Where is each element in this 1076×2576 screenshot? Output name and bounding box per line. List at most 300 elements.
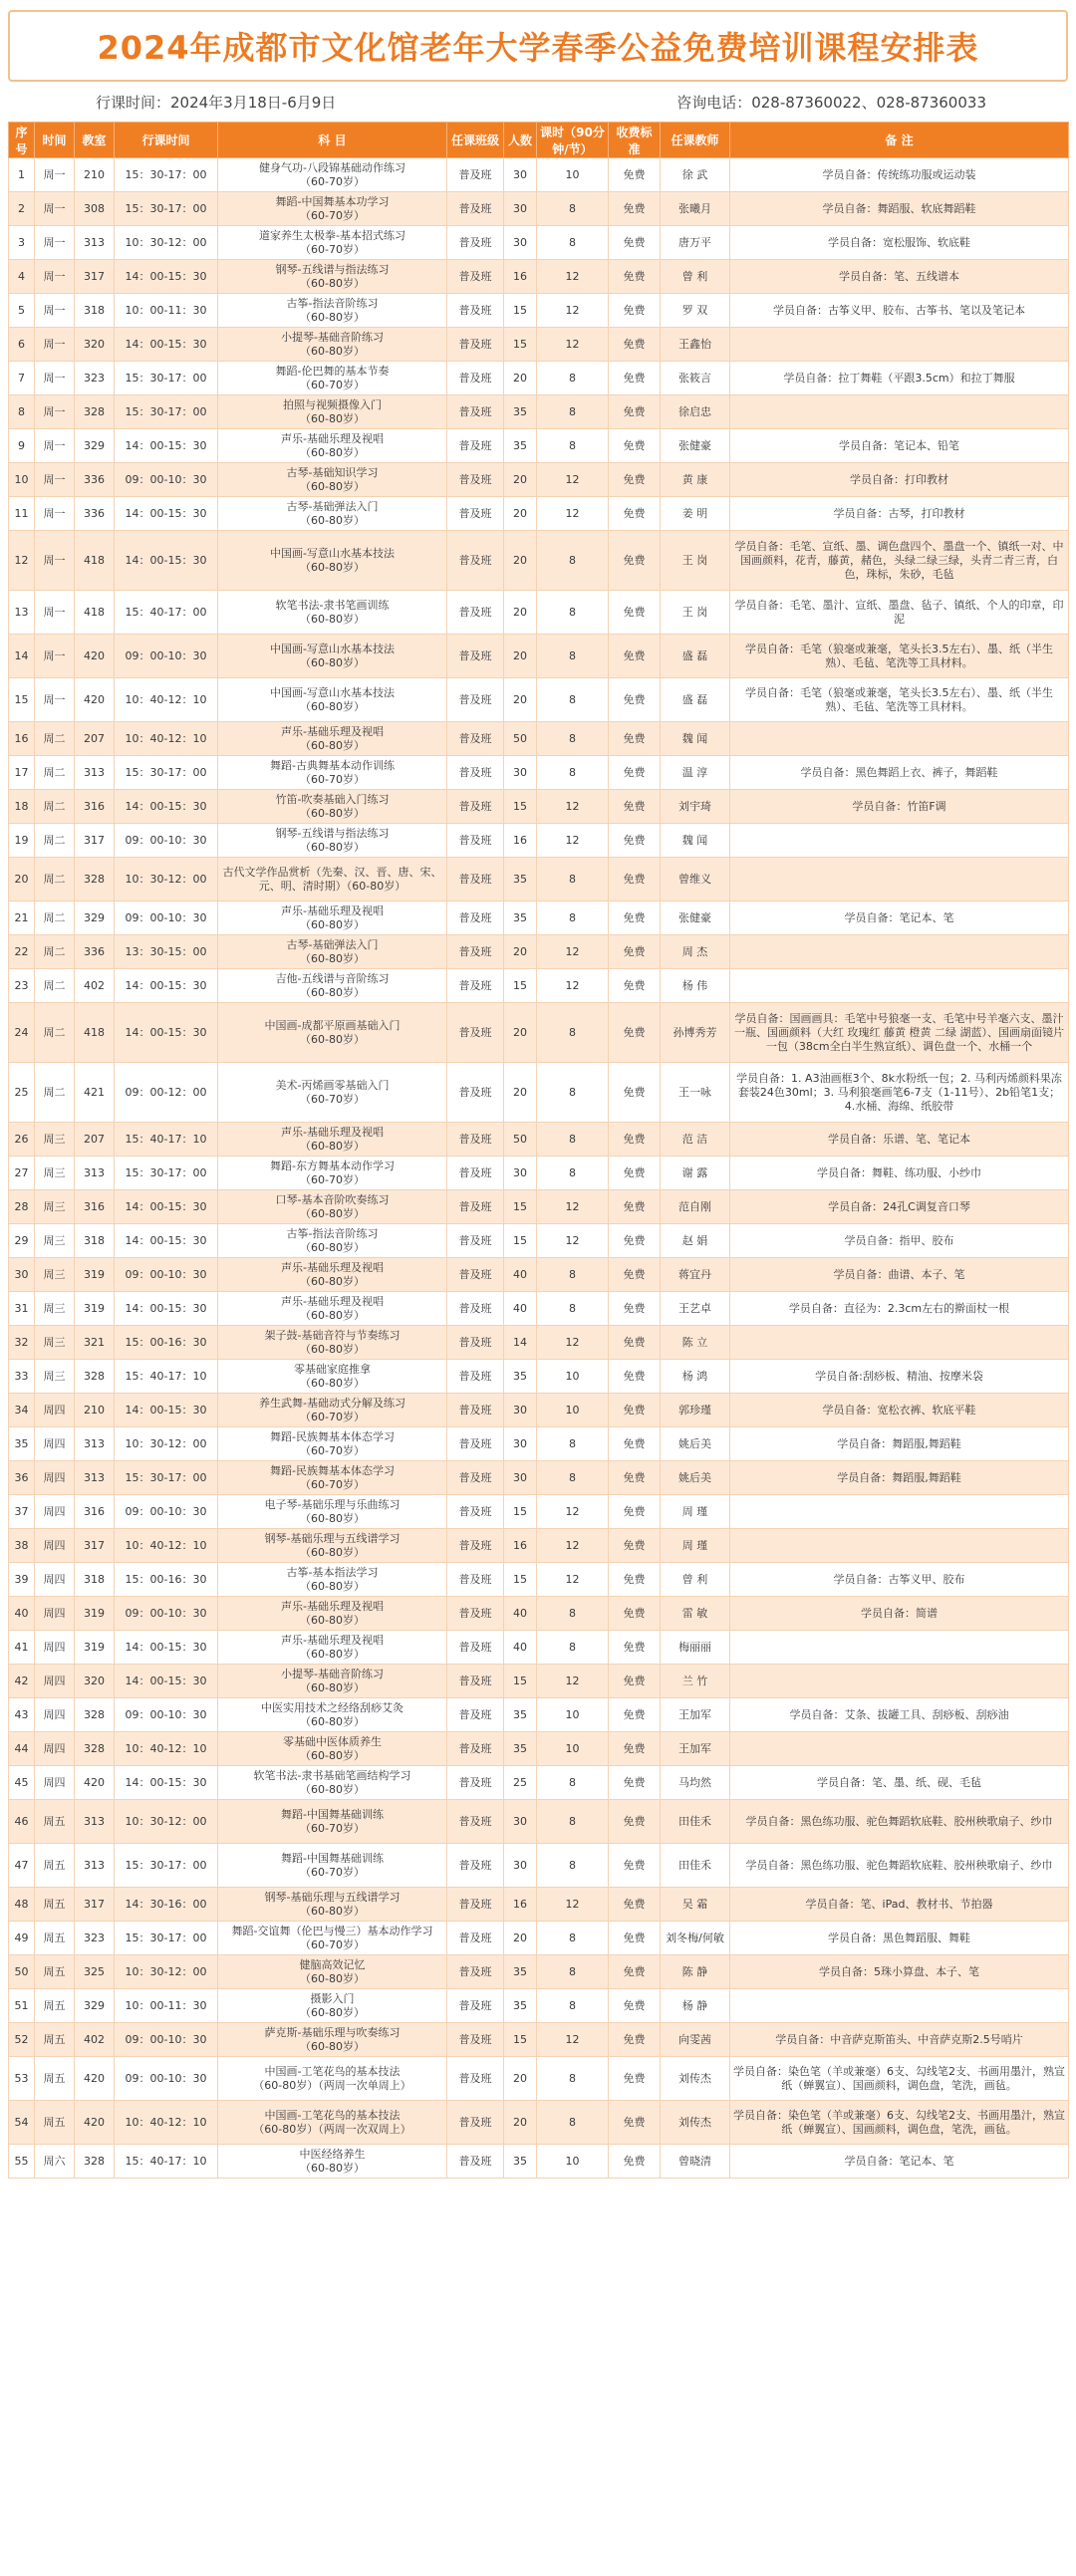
column-header: 科 目 bbox=[218, 123, 447, 158]
cell-index: 48 bbox=[9, 1888, 35, 1922]
cell-size: 20 bbox=[504, 2101, 537, 2145]
cell-index: 37 bbox=[9, 1495, 35, 1529]
cell-course: 萨克斯-基础乐理与吹奏练习 （60-80岁） bbox=[218, 2023, 447, 2057]
cell-fee: 免费 bbox=[609, 1461, 661, 1495]
cell-note: 学员自备：黑色练功服、驼色舞蹈软底鞋、胶州秧歌扇子、纱巾 bbox=[730, 1800, 1069, 1844]
cell-hours: 8 bbox=[537, 362, 609, 395]
cell-room: 402 bbox=[75, 969, 115, 1003]
cell-class: 普及班 bbox=[447, 1844, 504, 1888]
cell-hours: 8 bbox=[537, 1597, 609, 1631]
cell-class: 普及班 bbox=[447, 678, 504, 722]
cell-day: 周二 bbox=[35, 790, 75, 824]
cell-class: 普及班 bbox=[447, 226, 504, 260]
table-row bbox=[9, 2101, 1069, 2145]
cell-room: 420 bbox=[75, 1766, 115, 1800]
table-row bbox=[9, 328, 1069, 362]
cell-course: 舞蹈-中国舞基础训练 （60-70岁） bbox=[218, 1800, 447, 1844]
cell-note bbox=[730, 1529, 1069, 1563]
cell-hours: 8 bbox=[537, 722, 609, 756]
cell-size: 50 bbox=[504, 1123, 537, 1157]
cell-fee: 免费 bbox=[609, 362, 661, 395]
cell-room: 418 bbox=[75, 1003, 115, 1063]
cell-class: 普及班 bbox=[447, 1123, 504, 1157]
cell-hours: 8 bbox=[537, 1123, 609, 1157]
cell-fee: 免费 bbox=[609, 1326, 661, 1360]
cell-hours: 8 bbox=[537, 1922, 609, 1955]
cell-fee: 免费 bbox=[609, 824, 661, 858]
cell-hours: 8 bbox=[537, 591, 609, 635]
cell-index: 41 bbox=[9, 1631, 35, 1665]
cell-time: 10：40-12：10 bbox=[115, 1732, 218, 1766]
cell-index: 4 bbox=[9, 260, 35, 294]
cell-class: 普及班 bbox=[447, 192, 504, 226]
cell-day: 周四 bbox=[35, 1394, 75, 1427]
cell-fee: 免费 bbox=[609, 1844, 661, 1888]
cell-index: 52 bbox=[9, 2023, 35, 2057]
cell-class: 普及班 bbox=[447, 1063, 504, 1123]
cell-size: 35 bbox=[504, 1955, 537, 1989]
cell-day: 周一 bbox=[35, 328, 75, 362]
cell-day: 周一 bbox=[35, 294, 75, 328]
cell-room: 308 bbox=[75, 192, 115, 226]
cell-size: 50 bbox=[504, 722, 537, 756]
cell-teacher: 杨 伟 bbox=[661, 969, 730, 1003]
cell-room: 418 bbox=[75, 531, 115, 591]
table-row bbox=[9, 902, 1069, 935]
table-row bbox=[9, 260, 1069, 294]
cell-fee: 免费 bbox=[609, 1989, 661, 2023]
cell-room: 336 bbox=[75, 935, 115, 969]
cell-room: 313 bbox=[75, 756, 115, 790]
cell-teacher: 孙博秀芳 bbox=[661, 1003, 730, 1063]
cell-note: 学员自备：古筝义甲、胶布 bbox=[730, 1563, 1069, 1597]
cell-time: 14：00-15：30 bbox=[115, 429, 218, 463]
cell-day: 周一 bbox=[35, 395, 75, 429]
cell-day: 周二 bbox=[35, 858, 75, 902]
cell-size: 20 bbox=[504, 935, 537, 969]
cell-teacher: 张曦月 bbox=[661, 192, 730, 226]
cell-note bbox=[730, 935, 1069, 969]
cell-room: 420 bbox=[75, 2057, 115, 2101]
cell-room: 323 bbox=[75, 1922, 115, 1955]
table-row bbox=[9, 2057, 1069, 2101]
cell-time: 10：00-11：30 bbox=[115, 1989, 218, 2023]
cell-time: 15：40-17：10 bbox=[115, 1123, 218, 1157]
cell-room: 328 bbox=[75, 395, 115, 429]
cell-index: 3 bbox=[9, 226, 35, 260]
cell-class: 普及班 bbox=[447, 1955, 504, 1989]
table-row bbox=[9, 1123, 1069, 1157]
table-row bbox=[9, 1563, 1069, 1597]
cell-course: 声乐-基础乐理及视唱 （60-80岁） bbox=[218, 1597, 447, 1631]
cell-hours: 8 bbox=[537, 531, 609, 591]
cell-fee: 免费 bbox=[609, 497, 661, 531]
cell-room: 421 bbox=[75, 1063, 115, 1123]
table-row bbox=[9, 1360, 1069, 1394]
cell-size: 15 bbox=[504, 790, 537, 824]
cell-day: 周四 bbox=[35, 1563, 75, 1597]
table-row bbox=[9, 635, 1069, 678]
cell-course: 古筝-指法音阶练习 （60-80岁） bbox=[218, 1224, 447, 1258]
cell-note: 学员自备：毛笔（狼毫或兼毫，笔头长3.5左右）、墨、纸（半生熟）、毛毡、笔洗等工具材料。 bbox=[730, 635, 1069, 678]
cell-day: 周五 bbox=[35, 2023, 75, 2057]
cell-size: 14 bbox=[504, 1326, 537, 1360]
cell-size: 20 bbox=[504, 463, 537, 497]
cell-class: 普及班 bbox=[447, 902, 504, 935]
cell-hours: 8 bbox=[537, 2057, 609, 2101]
table-row bbox=[9, 158, 1069, 192]
cell-size: 15 bbox=[504, 1495, 537, 1529]
cell-index: 21 bbox=[9, 902, 35, 935]
cell-room: 207 bbox=[75, 722, 115, 756]
cell-note bbox=[730, 1732, 1069, 1766]
cell-room: 420 bbox=[75, 2101, 115, 2145]
cell-course: 中国画-写意山水基本技法 （60-80岁） bbox=[218, 678, 447, 722]
cell-size: 30 bbox=[504, 158, 537, 192]
cell-fee: 免费 bbox=[609, 935, 661, 969]
cell-class: 普及班 bbox=[447, 2023, 504, 2057]
table-row bbox=[9, 591, 1069, 635]
column-header: 任课教师 bbox=[661, 123, 730, 158]
cell-fee: 免费 bbox=[609, 858, 661, 902]
cell-note: 学员自备：国画画具：毛笔中号狼毫一支、毛笔中号羊毫六支、墨汁一瓶、国画颜料（大红 玫瑰红 藤黄 橙黄 二绿 湖蓝）、国画扇面镜片一包（38cm全白半生熟宣纸）、调色盘一个、水桶一个 bbox=[730, 1003, 1069, 1063]
cell-class: 普及班 bbox=[447, 2145, 504, 2179]
cell-room: 313 bbox=[75, 1844, 115, 1888]
cell-class: 普及班 bbox=[447, 1766, 504, 1800]
cell-note: 学员自备：舞蹈服,舞蹈鞋 bbox=[730, 1427, 1069, 1461]
cell-index: 22 bbox=[9, 935, 35, 969]
cell-class: 普及班 bbox=[447, 722, 504, 756]
cell-size: 20 bbox=[504, 362, 537, 395]
cell-course: 钢琴-五线谱与指法练习 （60-80岁） bbox=[218, 260, 447, 294]
cell-note: 学员自备：笔记本、铅笔 bbox=[730, 429, 1069, 463]
cell-index: 26 bbox=[9, 1123, 35, 1157]
cell-index: 20 bbox=[9, 858, 35, 902]
cell-index: 42 bbox=[9, 1665, 35, 1698]
cell-hours: 12 bbox=[537, 1326, 609, 1360]
cell-note: 学员自备：简谱 bbox=[730, 1597, 1069, 1631]
cell-size: 40 bbox=[504, 1597, 537, 1631]
cell-course: 中国画-写意山水基本技法 （60-80岁） bbox=[218, 531, 447, 591]
cell-teacher: 曾 利 bbox=[661, 260, 730, 294]
cell-course: 零基础家庭推拿 （60-80岁） bbox=[218, 1360, 447, 1394]
cell-course: 软笔书法-隶书基础笔画结构学习 （60-80岁） bbox=[218, 1766, 447, 1800]
cell-time: 14：00-15：30 bbox=[115, 260, 218, 294]
cell-index: 19 bbox=[9, 824, 35, 858]
cell-room: 328 bbox=[75, 2145, 115, 2179]
table-row bbox=[9, 824, 1069, 858]
cell-day: 周五 bbox=[35, 2101, 75, 2145]
cell-index: 46 bbox=[9, 1800, 35, 1844]
cell-day: 周五 bbox=[35, 2057, 75, 2101]
table-row bbox=[9, 1800, 1069, 1844]
cell-class: 普及班 bbox=[447, 260, 504, 294]
cell-room: 325 bbox=[75, 1955, 115, 1989]
cell-hours: 12 bbox=[537, 790, 609, 824]
table-row bbox=[9, 1888, 1069, 1922]
cell-time: 09：00-10：30 bbox=[115, 2023, 218, 2057]
table-row bbox=[9, 1292, 1069, 1326]
cell-index: 31 bbox=[9, 1292, 35, 1326]
period-label: 行课时间：2024年3月18日-6月9日 bbox=[96, 93, 337, 112]
table-row bbox=[9, 497, 1069, 531]
cell-room: 316 bbox=[75, 790, 115, 824]
cell-teacher: 温 淳 bbox=[661, 756, 730, 790]
cell-class: 普及班 bbox=[447, 824, 504, 858]
table-row bbox=[9, 1631, 1069, 1665]
cell-day: 周一 bbox=[35, 531, 75, 591]
cell-course: 中医实用技术之经络刮痧艾灸 （60-80岁） bbox=[218, 1698, 447, 1732]
cell-time: 09：00-10：30 bbox=[115, 902, 218, 935]
cell-course: 软笔书法-隶书笔画训练 （60-80岁） bbox=[218, 591, 447, 635]
cell-day: 周一 bbox=[35, 635, 75, 678]
cell-day: 周五 bbox=[35, 1955, 75, 1989]
cell-fee: 免费 bbox=[609, 591, 661, 635]
cell-time: 15：40-17：10 bbox=[115, 1360, 218, 1394]
cell-size: 20 bbox=[504, 1003, 537, 1063]
cell-day: 周一 bbox=[35, 158, 75, 192]
cell-course: 钢琴-基础乐理与五线谱学习 （60-80岁） bbox=[218, 1529, 447, 1563]
cell-time: 15：00-16：30 bbox=[115, 1326, 218, 1360]
cell-room: 321 bbox=[75, 1326, 115, 1360]
cell-teacher: 田佳禾 bbox=[661, 1800, 730, 1844]
cell-time: 15：30-17：00 bbox=[115, 158, 218, 192]
cell-class: 普及班 bbox=[447, 1292, 504, 1326]
cell-course: 口琴-基本音阶吹奏练习 （60-80岁） bbox=[218, 1190, 447, 1224]
cell-course: 养生武舞-基础动式分解及练习 （60-70岁） bbox=[218, 1394, 447, 1427]
cell-class: 普及班 bbox=[447, 497, 504, 531]
cell-fee: 免费 bbox=[609, 1157, 661, 1190]
cell-hours: 8 bbox=[537, 1157, 609, 1190]
cell-day: 周二 bbox=[35, 824, 75, 858]
cell-course: 小提琴-基础音阶练习 （60-80岁） bbox=[218, 1665, 447, 1698]
cell-size: 35 bbox=[504, 2145, 537, 2179]
cell-class: 普及班 bbox=[447, 1732, 504, 1766]
cell-teacher: 杨 鸿 bbox=[661, 1360, 730, 1394]
cell-size: 35 bbox=[504, 1732, 537, 1766]
cell-time: 14：00-15：30 bbox=[115, 1766, 218, 1800]
table-row bbox=[9, 722, 1069, 756]
cell-fee: 免费 bbox=[609, 1123, 661, 1157]
cell-hours: 12 bbox=[537, 935, 609, 969]
cell-index: 7 bbox=[9, 362, 35, 395]
table-row bbox=[9, 1698, 1069, 1732]
cell-time: 15：30-17：00 bbox=[115, 395, 218, 429]
cell-time: 14：30-16：00 bbox=[115, 1888, 218, 1922]
cell-room: 320 bbox=[75, 1665, 115, 1698]
cell-note: 学员自备：舞鞋、练功服、小纱巾 bbox=[730, 1157, 1069, 1190]
cell-day: 周二 bbox=[35, 969, 75, 1003]
cell-teacher: 王加军 bbox=[661, 1732, 730, 1766]
cell-fee: 免费 bbox=[609, 635, 661, 678]
cell-index: 23 bbox=[9, 969, 35, 1003]
cell-fee: 免费 bbox=[609, 902, 661, 935]
cell-course: 声乐-基础乐理及视唱 （60-80岁） bbox=[218, 1258, 447, 1292]
cell-index: 45 bbox=[9, 1766, 35, 1800]
column-header: 人数 bbox=[504, 123, 537, 158]
cell-teacher: 黄 康 bbox=[661, 463, 730, 497]
cell-day: 周三 bbox=[35, 1123, 75, 1157]
column-header: 教室 bbox=[75, 123, 115, 158]
cell-teacher: 曾晓清 bbox=[661, 2145, 730, 2179]
cell-fee: 免费 bbox=[609, 1529, 661, 1563]
cell-teacher: 王 岗 bbox=[661, 591, 730, 635]
cell-time: 15：30-17：00 bbox=[115, 1844, 218, 1888]
cell-note: 学员自备：笔、iPad、教材书、节拍器 bbox=[730, 1888, 1069, 1922]
cell-day: 周二 bbox=[35, 935, 75, 969]
cell-fee: 免费 bbox=[609, 1800, 661, 1844]
title-box bbox=[8, 10, 1068, 82]
cell-note: 学员自备：古筝义甲、胶布、古筝书、笔以及笔记本 bbox=[730, 294, 1069, 328]
cell-course: 中医经络养生 （60-80岁） bbox=[218, 2145, 447, 2179]
cell-note bbox=[730, 858, 1069, 902]
cell-teacher: 刘宇琦 bbox=[661, 790, 730, 824]
cell-teacher: 向雯茜 bbox=[661, 2023, 730, 2057]
cell-teacher: 陈 立 bbox=[661, 1326, 730, 1360]
cell-size: 15 bbox=[504, 1224, 537, 1258]
cell-fee: 免费 bbox=[609, 1698, 661, 1732]
cell-teacher: 姜 明 bbox=[661, 497, 730, 531]
cell-size: 30 bbox=[504, 226, 537, 260]
cell-index: 44 bbox=[9, 1732, 35, 1766]
cell-note: 学员自备：毛笔、宣纸、墨、调色盘四个、墨盘一个、镇纸一对、中国画颜料，花青，藤黄，赭色，头绿二绿三绿，头青二青三青，白色，珠标，朱砂，毛毡 bbox=[730, 531, 1069, 591]
cell-time: 14：00-15：30 bbox=[115, 328, 218, 362]
cell-day: 周四 bbox=[35, 1698, 75, 1732]
cell-size: 20 bbox=[504, 678, 537, 722]
table-row bbox=[9, 1495, 1069, 1529]
cell-time: 15：30-17：00 bbox=[115, 192, 218, 226]
table-row bbox=[9, 1224, 1069, 1258]
cell-class: 普及班 bbox=[447, 1003, 504, 1063]
cell-hours: 8 bbox=[537, 1292, 609, 1326]
cell-index: 13 bbox=[9, 591, 35, 635]
cell-course: 中国画-工笔花鸟的基本技法 （60-80岁）（两周一次双周上） bbox=[218, 2101, 447, 2145]
cell-day: 周二 bbox=[35, 722, 75, 756]
cell-teacher: 范自刚 bbox=[661, 1190, 730, 1224]
cell-class: 普及班 bbox=[447, 1529, 504, 1563]
cell-size: 30 bbox=[504, 756, 537, 790]
cell-time: 14：00-15：30 bbox=[115, 1190, 218, 1224]
cell-note bbox=[730, 328, 1069, 362]
cell-hours: 10 bbox=[537, 1360, 609, 1394]
cell-course: 小提琴-基础音阶练习 （60-80岁） bbox=[218, 328, 447, 362]
page-title: 2024年成都市文化馆老年大学春季公益免费培训课程安排表 bbox=[97, 29, 979, 67]
cell-index: 1 bbox=[9, 158, 35, 192]
cell-fee: 免费 bbox=[609, 395, 661, 429]
cell-fee: 免费 bbox=[609, 2023, 661, 2057]
cell-size: 40 bbox=[504, 1258, 537, 1292]
cell-teacher: 徐启忠 bbox=[661, 395, 730, 429]
cell-class: 普及班 bbox=[447, 2057, 504, 2101]
cell-note bbox=[730, 1326, 1069, 1360]
table-body bbox=[9, 158, 1069, 2179]
cell-size: 15 bbox=[504, 1665, 537, 1698]
cell-teacher: 张健豪 bbox=[661, 902, 730, 935]
column-header: 任课班级 bbox=[447, 123, 504, 158]
cell-teacher: 魏 闻 bbox=[661, 722, 730, 756]
cell-course: 道家养生太极拳-基本招式练习 （60-70岁） bbox=[218, 226, 447, 260]
cell-fee: 免费 bbox=[609, 463, 661, 497]
cell-course: 中国画-成都平原画基础入门 （60-80岁） bbox=[218, 1003, 447, 1063]
cell-room: 420 bbox=[75, 635, 115, 678]
cell-note: 学员自备：笔、五线谱本 bbox=[730, 260, 1069, 294]
cell-class: 普及班 bbox=[447, 328, 504, 362]
cell-time: 09：00-10：30 bbox=[115, 1495, 218, 1529]
cell-size: 40 bbox=[504, 1292, 537, 1326]
cell-hours: 8 bbox=[537, 902, 609, 935]
cell-class: 普及班 bbox=[447, 463, 504, 497]
cell-room: 318 bbox=[75, 1224, 115, 1258]
cell-room: 317 bbox=[75, 1529, 115, 1563]
cell-room: 420 bbox=[75, 678, 115, 722]
cell-teacher: 罗 双 bbox=[661, 294, 730, 328]
cell-note: 学员自备：打印教材 bbox=[730, 463, 1069, 497]
cell-note: 学员自备：笔、墨、纸、砚、毛毡 bbox=[730, 1766, 1069, 1800]
cell-note: 学员自备：染色笔（羊或兼毫）6支、勾线笔2支、书画用墨汁，熟宣纸（蝉翼宣）、国画颜料，调色盘，笔洗，画毡。 bbox=[730, 2101, 1069, 2145]
table-row bbox=[9, 1190, 1069, 1224]
cell-teacher: 蒋宜丹 bbox=[661, 1258, 730, 1292]
cell-time: 14：00-15：30 bbox=[115, 1631, 218, 1665]
cell-fee: 免费 bbox=[609, 1360, 661, 1394]
cell-size: 15 bbox=[504, 328, 537, 362]
cell-note: 学员自备：艾条、拔罐工具、刮痧板、刮痧油 bbox=[730, 1698, 1069, 1732]
cell-hours: 8 bbox=[537, 1063, 609, 1123]
cell-course: 美术-丙烯画零基础入门 （60-70岁） bbox=[218, 1063, 447, 1123]
cell-course: 舞蹈-民族舞基本体态学习 （60-70岁） bbox=[218, 1427, 447, 1461]
cell-class: 普及班 bbox=[447, 158, 504, 192]
cell-index: 36 bbox=[9, 1461, 35, 1495]
cell-room: 316 bbox=[75, 1190, 115, 1224]
cell-index: 40 bbox=[9, 1597, 35, 1631]
cell-class: 普及班 bbox=[447, 790, 504, 824]
cell-time: 09：00-10：30 bbox=[115, 1258, 218, 1292]
cell-teacher: 郭珍瑾 bbox=[661, 1394, 730, 1427]
cell-room: 318 bbox=[75, 1563, 115, 1597]
cell-course: 钢琴-五线谱与指法练习 （60-80岁） bbox=[218, 824, 447, 858]
cell-note: 学员自备：指甲、胶布 bbox=[730, 1224, 1069, 1258]
cell-room: 316 bbox=[75, 1495, 115, 1529]
table-row bbox=[9, 1529, 1069, 1563]
cell-teacher: 周 瑾 bbox=[661, 1495, 730, 1529]
table-row bbox=[9, 1063, 1069, 1123]
cell-teacher: 王加军 bbox=[661, 1698, 730, 1732]
cell-fee: 免费 bbox=[609, 756, 661, 790]
cell-size: 30 bbox=[504, 1461, 537, 1495]
cell-index: 53 bbox=[9, 2057, 35, 2101]
cell-size: 20 bbox=[504, 591, 537, 635]
cell-teacher: 赵 娟 bbox=[661, 1224, 730, 1258]
cell-time: 10：30-12：00 bbox=[115, 858, 218, 902]
cell-room: 210 bbox=[75, 158, 115, 192]
column-header: 收费标准 bbox=[609, 123, 661, 158]
cell-day: 周四 bbox=[35, 1732, 75, 1766]
cell-fee: 免费 bbox=[609, 678, 661, 722]
cell-note bbox=[730, 1989, 1069, 2023]
cell-note: 学员自备：24孔C调复音口琴 bbox=[730, 1190, 1069, 1224]
cell-class: 普及班 bbox=[447, 1157, 504, 1190]
cell-index: 55 bbox=[9, 2145, 35, 2179]
cell-index: 6 bbox=[9, 328, 35, 362]
cell-day: 周五 bbox=[35, 1888, 75, 1922]
cell-teacher: 王鑫怡 bbox=[661, 328, 730, 362]
cell-note: 学员自备：乐谱、笔、笔记本 bbox=[730, 1123, 1069, 1157]
cell-room: 329 bbox=[75, 429, 115, 463]
cell-day: 周五 bbox=[35, 1800, 75, 1844]
cell-index: 10 bbox=[9, 463, 35, 497]
cell-class: 普及班 bbox=[447, 1563, 504, 1597]
cell-index: 35 bbox=[9, 1427, 35, 1461]
cell-time: 13：30-15：00 bbox=[115, 935, 218, 969]
